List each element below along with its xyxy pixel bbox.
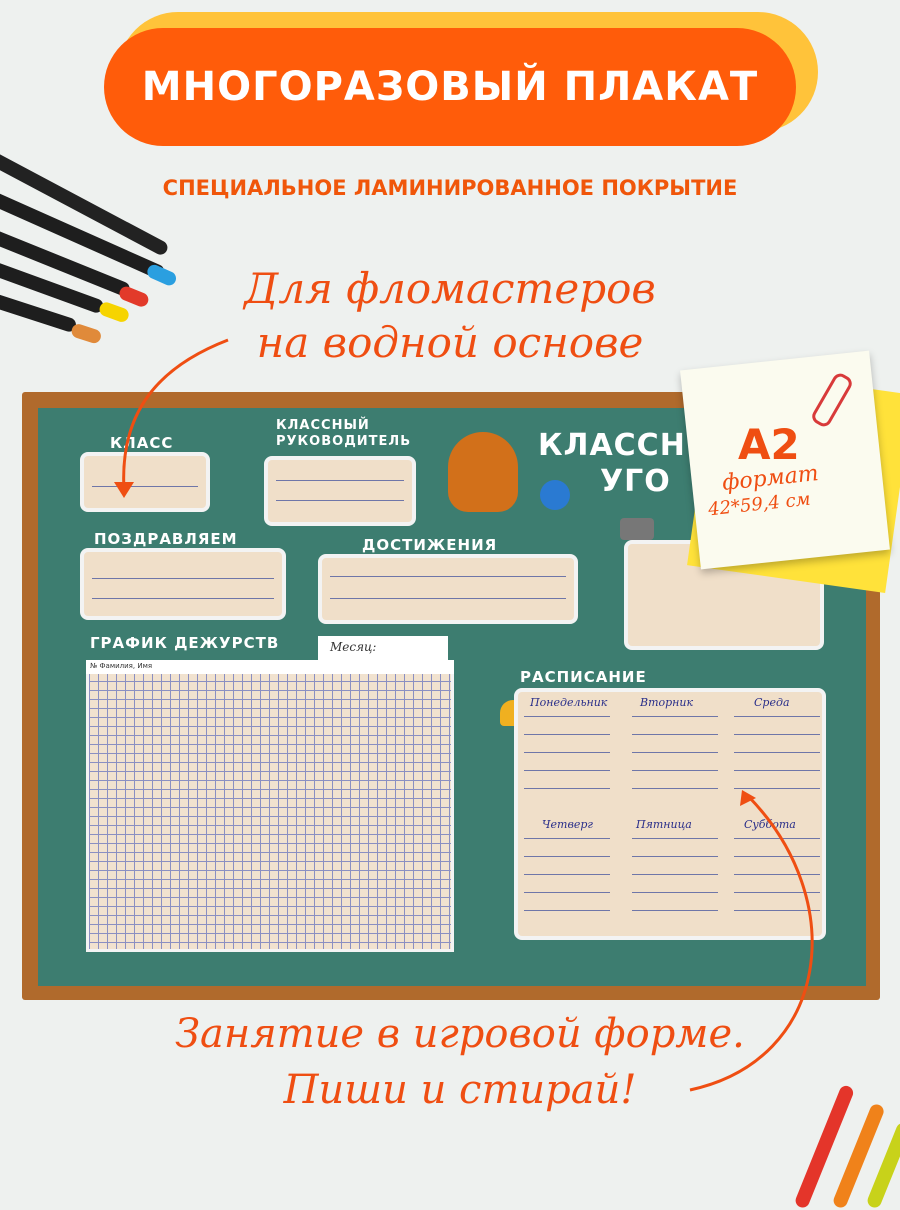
teacher-box bbox=[264, 456, 416, 526]
callout-bottom-line1: Занятие в игровой форме. bbox=[175, 1011, 745, 1057]
schedule-line bbox=[632, 892, 718, 893]
class-box bbox=[80, 452, 210, 512]
schedule-line bbox=[734, 770, 820, 771]
schedule-line bbox=[734, 734, 820, 735]
schedule-line bbox=[632, 788, 718, 789]
schedule-line bbox=[524, 874, 610, 875]
label-month: Месяц: bbox=[330, 640, 377, 654]
schedule-line bbox=[524, 788, 610, 789]
duty-grid-header bbox=[86, 660, 454, 674]
congrats-line-2 bbox=[92, 598, 274, 599]
class-line bbox=[92, 486, 198, 487]
callout-top bbox=[230, 262, 670, 370]
label-duty: ГРАФИК ДЕЖУРСТВ bbox=[90, 634, 280, 652]
label-achievements: ДОСТИЖЕНИЯ bbox=[362, 536, 498, 554]
grid-header-name: № Фамилия, Имя bbox=[90, 662, 153, 670]
callout-top-line1: Для фломастеров bbox=[244, 264, 656, 313]
subtitle: СПЕЦИАЛЬНОЕ ЛАМИНИРОВАННОЕ ПОКРЫТИЕ bbox=[162, 176, 738, 200]
sticker-format: формат bbox=[720, 461, 820, 496]
teacher-line-2 bbox=[276, 500, 404, 501]
schedule-box bbox=[514, 688, 826, 940]
camera-icon bbox=[620, 518, 654, 540]
schedule-line bbox=[524, 770, 610, 771]
label-schedule: РАСПИСАНИЕ bbox=[520, 668, 647, 686]
schedule-line bbox=[632, 856, 718, 857]
callout-bottom bbox=[130, 1006, 790, 1118]
congrats-box bbox=[80, 548, 286, 620]
schedule-line bbox=[734, 910, 820, 911]
poster-title-2: УГО bbox=[600, 464, 671, 499]
day-wednesday: Среда bbox=[754, 696, 790, 709]
owl-icon bbox=[448, 432, 518, 512]
marker-tip-red bbox=[117, 285, 150, 309]
banner-title: МНОГОРАЗОВЫЙ ПЛАКАТ bbox=[141, 64, 759, 110]
schedule-line bbox=[524, 910, 610, 911]
marker-tip-orange bbox=[70, 322, 103, 345]
day-friday: Пятница bbox=[636, 818, 692, 831]
header-banner bbox=[104, 28, 796, 146]
schedule-line bbox=[734, 716, 820, 717]
poster-title-1: КЛАССН bbox=[538, 428, 686, 463]
globe-icon bbox=[540, 480, 570, 510]
schedule-line bbox=[632, 752, 718, 753]
callout-bottom-line2: Пиши и стирай! bbox=[283, 1067, 637, 1113]
schedule-line bbox=[632, 874, 718, 875]
day-monday: Понедельник bbox=[530, 696, 608, 709]
congrats-line-1 bbox=[92, 578, 274, 579]
schedule-line bbox=[524, 892, 610, 893]
marker-tip-yellow bbox=[98, 300, 131, 323]
schedule-line bbox=[524, 838, 610, 839]
schedule-line bbox=[524, 716, 610, 717]
schedule-line bbox=[632, 770, 718, 771]
sticker-size: А2 bbox=[738, 420, 800, 469]
label-class: КЛАСС bbox=[110, 434, 174, 452]
achievements-box bbox=[318, 554, 578, 624]
duty-grid bbox=[86, 660, 454, 952]
achievements-line-1 bbox=[330, 576, 566, 577]
schedule-line bbox=[734, 892, 820, 893]
schedule-line bbox=[632, 910, 718, 911]
schedule-line bbox=[734, 788, 820, 789]
callout-top-line2: на водной основе bbox=[256, 318, 644, 367]
achievements-line-2 bbox=[330, 598, 566, 599]
schedule-line bbox=[632, 838, 718, 839]
label-congrats: ПОЗДРАВЛЯЕМ bbox=[94, 530, 238, 548]
schedule-line bbox=[632, 716, 718, 717]
schedule-line bbox=[524, 856, 610, 857]
day-tuesday: Вторник bbox=[640, 696, 694, 709]
schedule-line bbox=[734, 752, 820, 753]
day-thursday: Четверг bbox=[542, 818, 593, 831]
schedule-line bbox=[524, 752, 610, 753]
label-teacher-1: КЛАССНЫЙ bbox=[276, 418, 370, 433]
teacher-line-1 bbox=[276, 480, 404, 481]
schedule-line bbox=[734, 856, 820, 857]
schedule-line bbox=[734, 874, 820, 875]
schedule-line bbox=[734, 838, 820, 839]
day-saturday: Суббота bbox=[744, 818, 796, 831]
sticker-dimensions: 42*59,4 см bbox=[707, 488, 812, 521]
schedule-line bbox=[632, 734, 718, 735]
schedule-line bbox=[524, 734, 610, 735]
label-teacher-2: РУКОВОДИТЕЛЬ bbox=[276, 434, 412, 449]
